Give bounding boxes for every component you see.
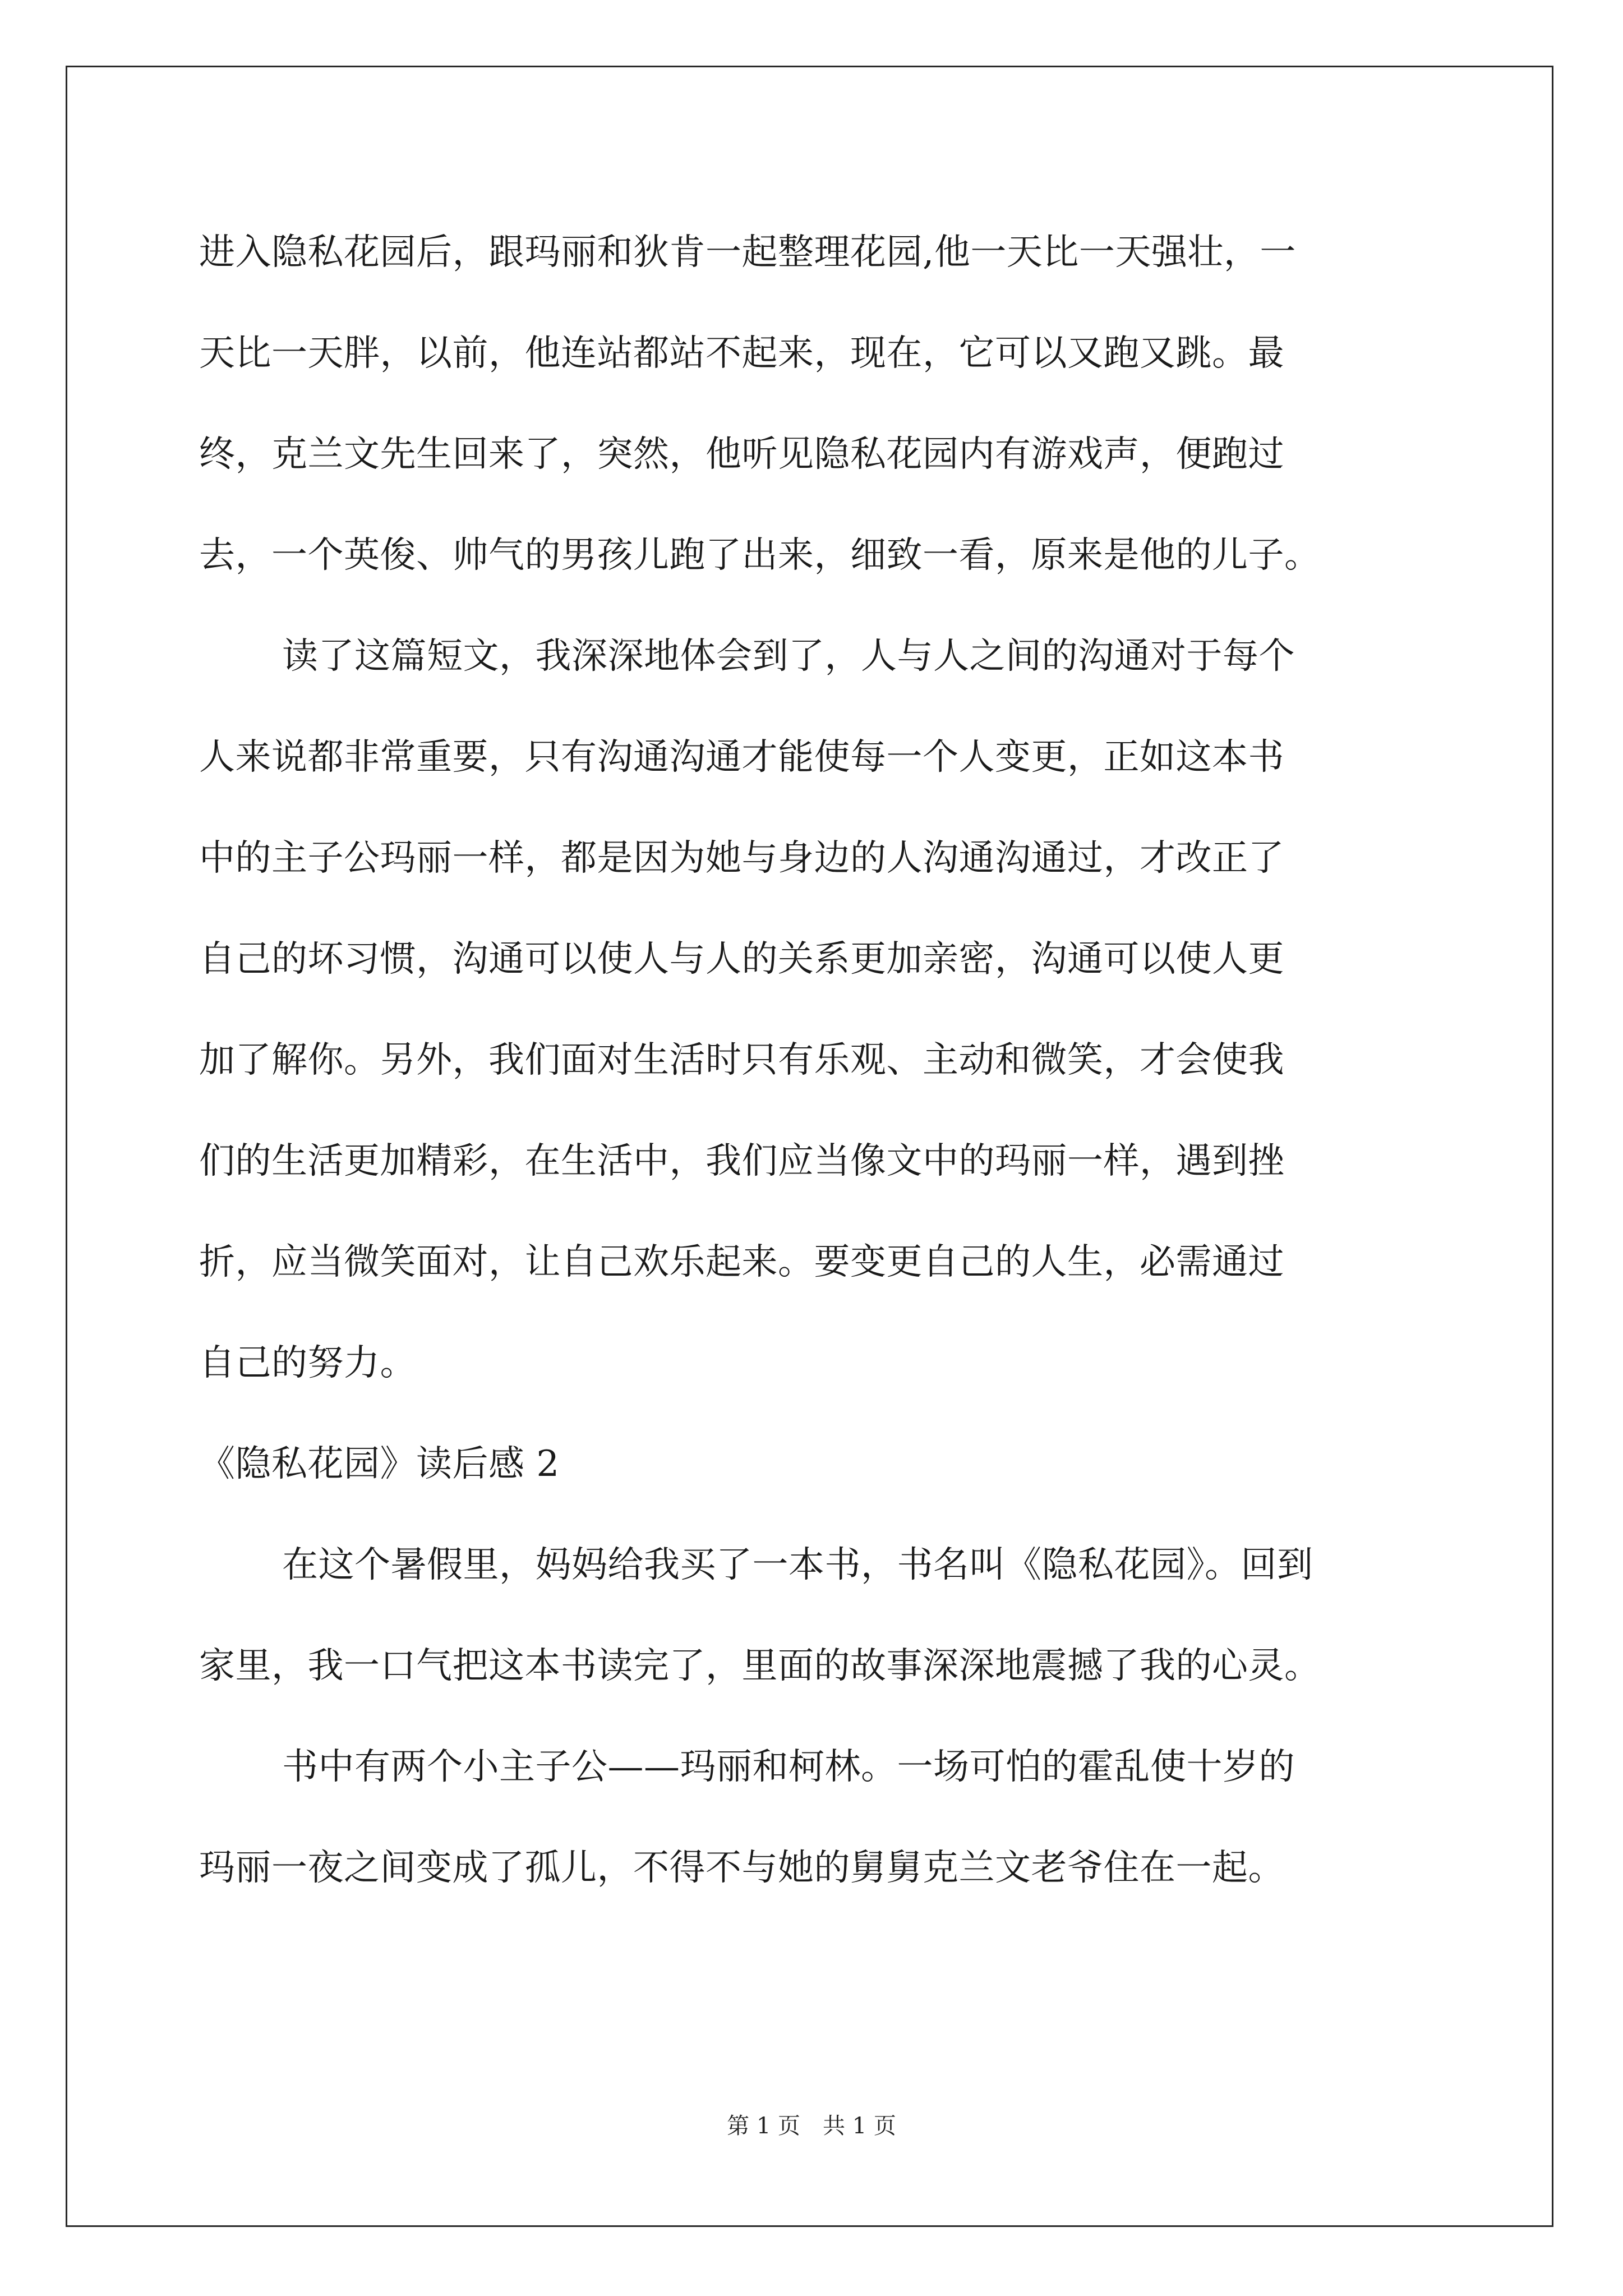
text-line: 去，一个英俊、帅气的男孩儿跑了出来，细致一看，原来是他的儿子。 [199, 535, 1321, 576]
text-line: 玛丽一夜之间变成了孤儿，不得不与她的舅舅克兰文老爷住在一起。 [199, 1847, 1284, 1889]
text-line: 家里，我一口气把这本书读完了，里面的故事深深地震撼了我的心灵。 [199, 1645, 1321, 1687]
text-line: 进入隐私花园后，跟玛丽和狄肯一起整理花园,他一天比一天强壮，一 [199, 232, 1296, 273]
text-line: 自己的坏习惯，沟通可以使人与人的关系更加亲密，沟通可以使人更 [199, 938, 1284, 980]
text-line: 折，应当微笑面对，让自己欢乐起来。要变更自己的人生，必需通过 [199, 1241, 1284, 1283]
text-line: 中的主子公玛丽一样，都是因为她与身边的人沟通沟通过，才改正了 [199, 838, 1284, 879]
text-line: 自己的努力。 [199, 1342, 416, 1384]
text-line: 人来说都非常重要，只有沟通沟通才能使每一个人变更，正如这本书 [199, 737, 1284, 778]
text-line: 书中有两个小主子公——玛丽和柯林。一场可怕的霍乱使十岁的 [282, 1746, 1295, 1788]
page-number-footer: 第 1 页 共 1 页 [727, 2113, 896, 2139]
text-line: 读了这篇短文，我深深地体会到了，人与人之间的沟通对于每个 [282, 636, 1295, 677]
text-line: 天比一天胖，以前，他连站都站不起来，现在，它可以又跑又跳。最 [199, 333, 1284, 374]
section-heading: 《隐私花园》读后感 2 [199, 1443, 560, 1485]
document-body [199, 202, 1433, 1918]
text-line: 终，克兰文先生回来了，突然，他听见隐私花园内有游戏声，便跑过 [199, 434, 1284, 475]
text-line: 在这个暑假里，妈妈给我买了一本书，书名叫《隐私花园》。回到 [282, 1544, 1313, 1586]
text-line: 加了解你。另外，我们面对生活时只有乐观、主动和微笑，才会使我 [199, 1039, 1284, 1081]
text-line: 们的生活更加精彩，在生活中，我们应当像文中的玛丽一样，遇到挫 [199, 1140, 1284, 1182]
